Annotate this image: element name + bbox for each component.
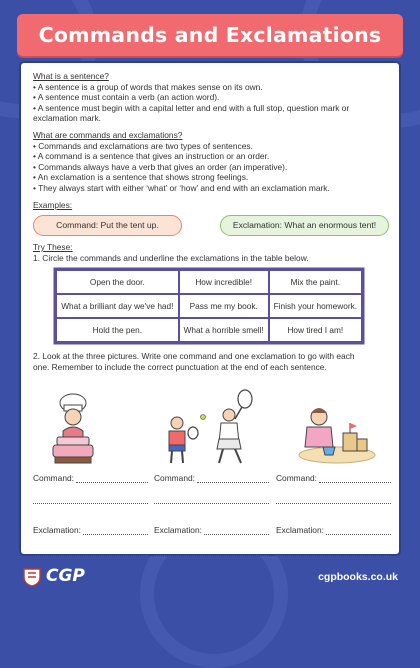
worksheet-content	[33, 71, 389, 373]
example-command-pill: Command: Put the tent up.	[33, 215, 182, 236]
sandcastle-picture	[297, 397, 377, 467]
exclamation-line[interactable]	[326, 526, 391, 535]
sentence-point: exclamation mark.	[33, 113, 101, 124]
sentence-point: • A sentence must begin with a capital letter and end with a full stop, question mark or	[33, 102, 350, 113]
exclamation-line-2[interactable]	[276, 547, 391, 556]
title-banner	[17, 14, 403, 56]
task-2-line-1: 2. Look at the three pictures. Write one command and one exclamation to go with each	[33, 351, 355, 362]
table-cell[interactable]: Open the door.	[56, 270, 179, 294]
table-cell[interactable]: Mix the paint.	[269, 270, 362, 294]
table-cell[interactable]: Finish your homework.	[269, 294, 362, 318]
exclamation-line[interactable]	[204, 526, 269, 535]
sentence-point: • A sentence is a group of words that makes sense on its own.	[33, 81, 263, 92]
command-label: Command:	[276, 473, 317, 483]
exclamation-label: Exclamation:	[276, 525, 324, 535]
table-cell[interactable]: What a brilliant day we've had!	[56, 294, 179, 318]
ce-point: • A command is a sentence that gives an instruction or an order.	[33, 151, 270, 162]
cgp-logo[interactable]	[22, 565, 85, 587]
tennis-players-picture	[157, 387, 267, 467]
table-cell[interactable]: How tired I am!	[269, 318, 362, 342]
table-cell[interactable]: Hold the pen.	[56, 318, 179, 342]
command-line-2[interactable]	[154, 495, 269, 504]
command-line[interactable]	[76, 474, 148, 483]
cgp-logo-icon	[22, 565, 42, 587]
examples-row	[33, 215, 389, 236]
answer-column	[276, 471, 391, 556]
command-line[interactable]	[319, 474, 391, 483]
exclamation-line[interactable]	[83, 526, 148, 535]
exclamation-label: Exclamation:	[154, 525, 202, 535]
sentence-point: • A sentence must contain a verb (an action word).	[33, 92, 220, 103]
command-line-2[interactable]	[33, 495, 148, 504]
worksheet	[21, 63, 399, 554]
table-row	[56, 318, 362, 342]
command-label: Command:	[154, 473, 195, 483]
website-link[interactable]: cgpbooks.co.uk	[318, 571, 398, 583]
task-1: 1. Circle the commands and underline the exclamations in the table below.	[33, 252, 309, 263]
ce-point: • An exclamation is a sentence that shows strong feelings.	[33, 172, 249, 183]
page-title: Commands and Exclamations	[38, 23, 382, 47]
exclamation-label: Exclamation:	[33, 525, 81, 535]
sentence-heading: What is a sentence?	[33, 71, 109, 81]
footer	[0, 560, 420, 594]
try-label: Try These:	[33, 242, 73, 253]
exclamation-line-2[interactable]	[33, 547, 148, 556]
sentence-table	[55, 269, 363, 343]
command-line-2[interactable]	[276, 495, 391, 504]
table-cell[interactable]: What a horrible smell!	[179, 318, 269, 342]
command-line[interactable]	[197, 474, 269, 483]
exclamation-line-2[interactable]	[154, 547, 269, 556]
ce-point: • They always start with either ‘what’ or ‘how’ and end with an exclamation mark.	[33, 182, 330, 193]
ce-point: • Commands and exclamations are two types of sentences.	[33, 140, 253, 151]
table-row	[56, 270, 362, 294]
examples-label: Examples:	[33, 199, 73, 210]
logo-text: CGP	[46, 566, 85, 586]
example-exclamation-pill: Exclamation: What an enormous tent!	[220, 215, 389, 236]
cake-baker-picture	[43, 391, 103, 467]
answer-column	[154, 471, 269, 556]
table-row	[56, 294, 362, 318]
table-cell[interactable]: Pass me my book.	[179, 294, 269, 318]
pictures-row	[21, 391, 399, 481]
task-2-line-2: one. Remember to include the correct punctuation at the end of each sentence.	[33, 361, 327, 372]
command-label: Command:	[33, 473, 74, 483]
ce-heading: What are commands and exclamations?	[33, 129, 183, 140]
ce-point: • Commands always have a verb that gives an order (an imperative).	[33, 161, 288, 172]
answer-column	[33, 471, 148, 556]
table-cell[interactable]: How incredible!	[179, 270, 269, 294]
